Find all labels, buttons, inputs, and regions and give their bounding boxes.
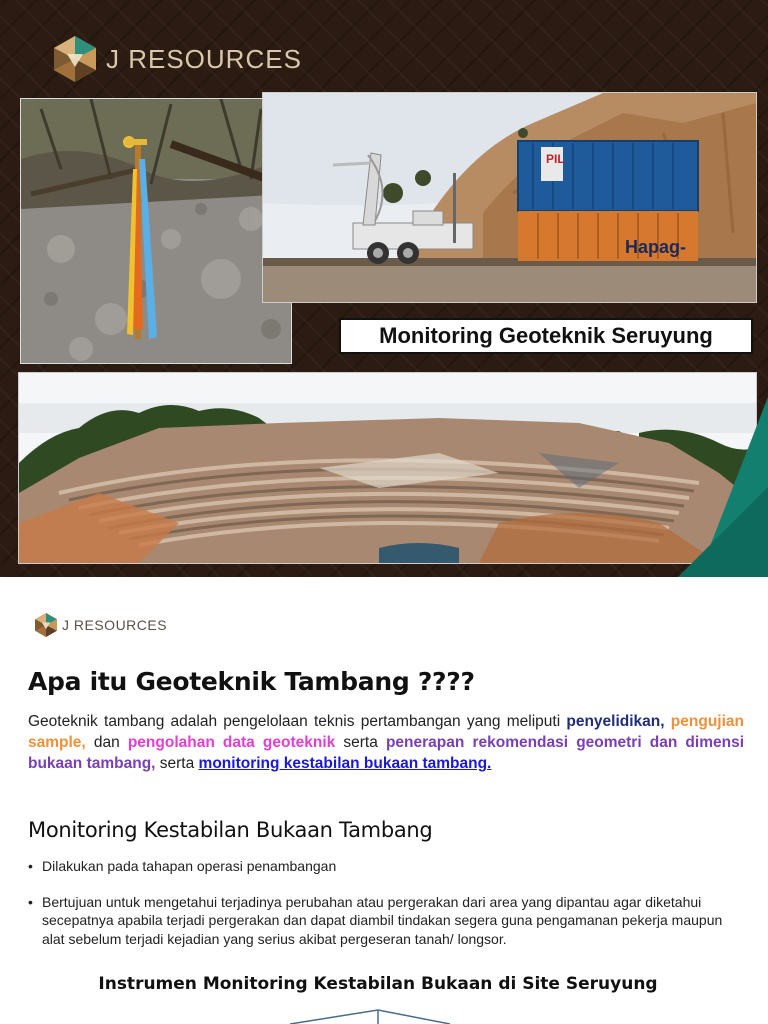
survey-stake-photo (20, 98, 292, 364)
slide-caption: Monitoring Geoteknik Seruyung (339, 318, 753, 354)
list-item (28, 893, 728, 949)
company-logo (52, 34, 302, 84)
instrument-section-title: Instrumen Monitoring Kestabilan Bukaan di Site Seruyung (98, 974, 658, 994)
bullet-dot-icon: • (28, 893, 33, 910)
para-text: Geoteknik tambang adalah pengelolaan teknis pertambangan yang meliputi (28, 713, 567, 730)
keyword-monitoring-link[interactable]: monitoring kestabilan bukaan tambang. (198, 755, 492, 772)
j-resources-logo-icon (34, 612, 58, 638)
radar-monitoring-photo (262, 92, 757, 303)
open-pit-panorama-photo (18, 372, 757, 564)
para-text: serta (335, 734, 386, 751)
bullet-text: Bertujuan untuk mengetahui terjadinya perubahan atau pergerakan dari area yang dipantau agar diketahui secepatnya apabila terjadi pergerakan dan dapat diambil tindakan segera guna pengamanan pekerja maupun alat sebelum terjadi kejadian yang serius akibat pergeseran tanah/ longsor. (42, 893, 723, 947)
slide-title: Apa itu Geoteknik Tambang ???? (28, 667, 475, 696)
brand-name-small: J RESOURCES (62, 617, 168, 633)
teal-accent-shape-dark (678, 487, 768, 577)
slide-2 (0, 577, 768, 1024)
bullet-list (28, 857, 728, 965)
bullet-dot-icon: • (28, 858, 33, 874)
keyword-pengujian: pengujian sample, (28, 713, 744, 751)
list-item (28, 857, 728, 876)
company-logo-small (34, 612, 167, 638)
brand-name: J RESOURCES (106, 43, 302, 74)
bullet-text: Dilakukan pada tahapan operasi penambangan (42, 858, 337, 874)
hapag-label: Hapag- (625, 237, 687, 257)
keyword-penerapan: penerapan rekomendasi geometri dan dimensi bukaan tambang, (28, 734, 745, 772)
definition-paragraph (28, 711, 744, 774)
keyword-penyelidikan: penyelidikan, (566, 713, 665, 730)
para-text: serta (155, 755, 199, 772)
keyword-pengolahan: pengolahan data geoteknik (127, 734, 336, 751)
para-text: dan (85, 734, 128, 751)
diagram-connector-lines (290, 1008, 450, 1024)
pil-label: PIL (546, 152, 565, 166)
section-subtitle: Monitoring Kestabilan Bukaan Tambang (28, 818, 433, 842)
j-resources-logo-icon (52, 34, 98, 84)
